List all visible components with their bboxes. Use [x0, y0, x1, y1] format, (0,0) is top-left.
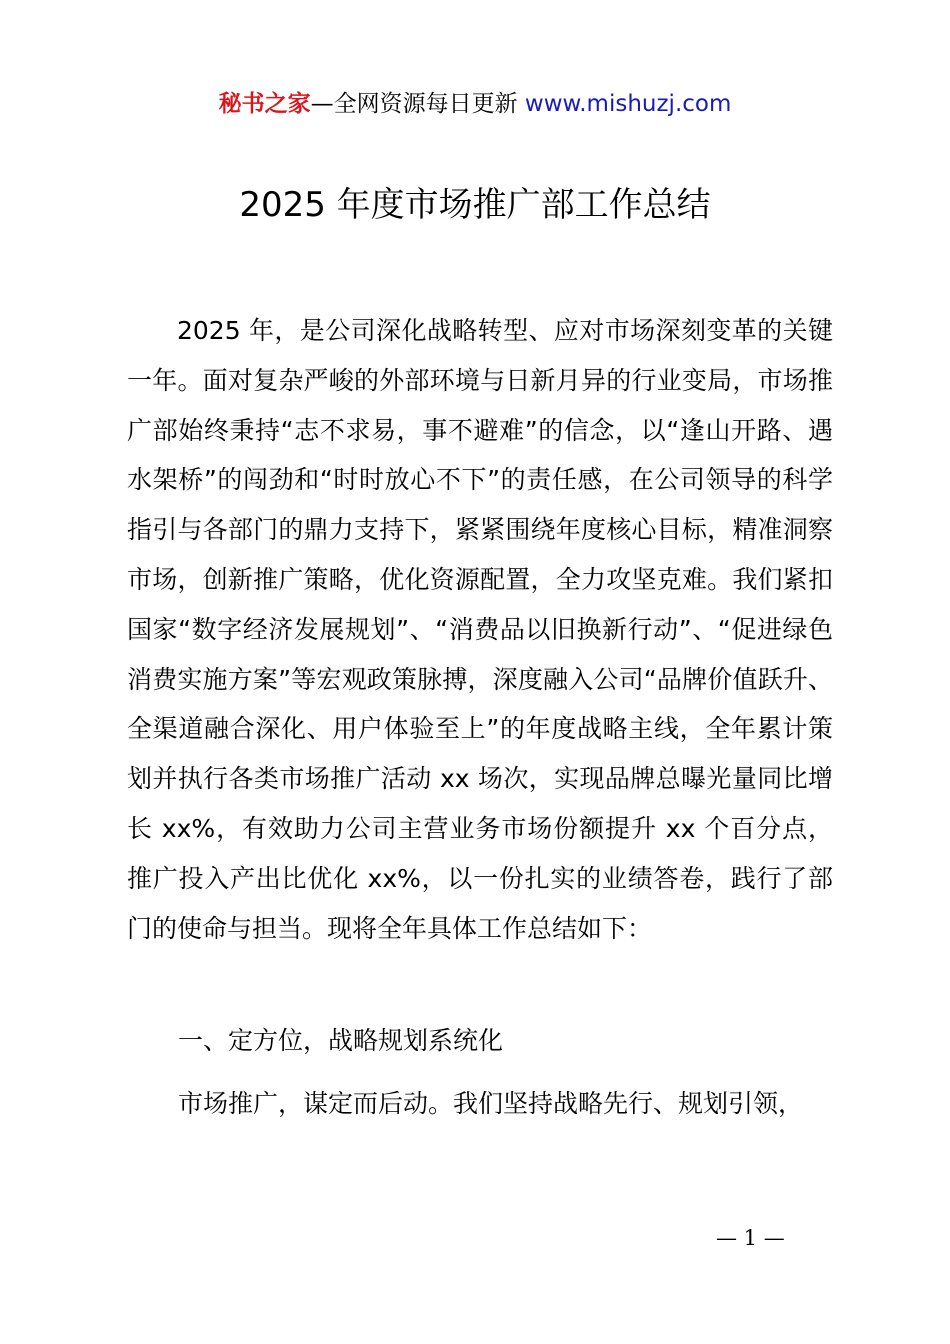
site-header	[0, 88, 950, 120]
header-brand: 秘书之家	[218, 91, 311, 117]
intro-paragraph: 2025 年，是公司深化战略转型、应对市场深刻变革的关键一年。面对复杂严峻的外部环境与日新月异的行业变局，市场推广部始终秉持“志不求易，事不避难”的信念，以“逢山开路、遇水架桥”的闯劲和“时时放心不下”的责任感，在公司领导的科学指引与各部门的鼎力支持下，紧紧围绕年度核心目标，精准洞察市场，创新推广策略，优化资源配置，全力攻坚克难。我们紧扣国家“数字经济发展规划”、“消费品以旧换新行动”、“促进绿色消费实施方案”等宏观政策脉搏，深度融入公司“品牌价值跃升、全渠道融合深化、用户体验至上”的年度战略主线，全年累计策划并执行各类市场推广活动 xx 场次，实现品牌总曝光量同比增长 xx%，有效助力公司主营业务市场份额提升 xx 个百分点，推广投入产出比优化 xx%，以一份扎实的业绩答卷，践行了部门的使命与担当。现将全年具体工作总结如下：	[127, 316, 833, 943]
document-body	[127, 306, 833, 953]
document-title: 2025 年度市场推广部工作总结	[239, 185, 711, 225]
section-1-paragraph: 市场推广，谋定而后动。我们坚持战略先行、规划引领，	[178, 1089, 804, 1118]
header-tagline: —全网资源每日更新	[310, 91, 518, 117]
header-url-link[interactable]: www.mishuzj.com	[524, 91, 732, 117]
page-number: — 1 —	[716, 1226, 785, 1250]
section-heading-1: 一、定方位，战略规划系统化	[178, 1026, 504, 1055]
